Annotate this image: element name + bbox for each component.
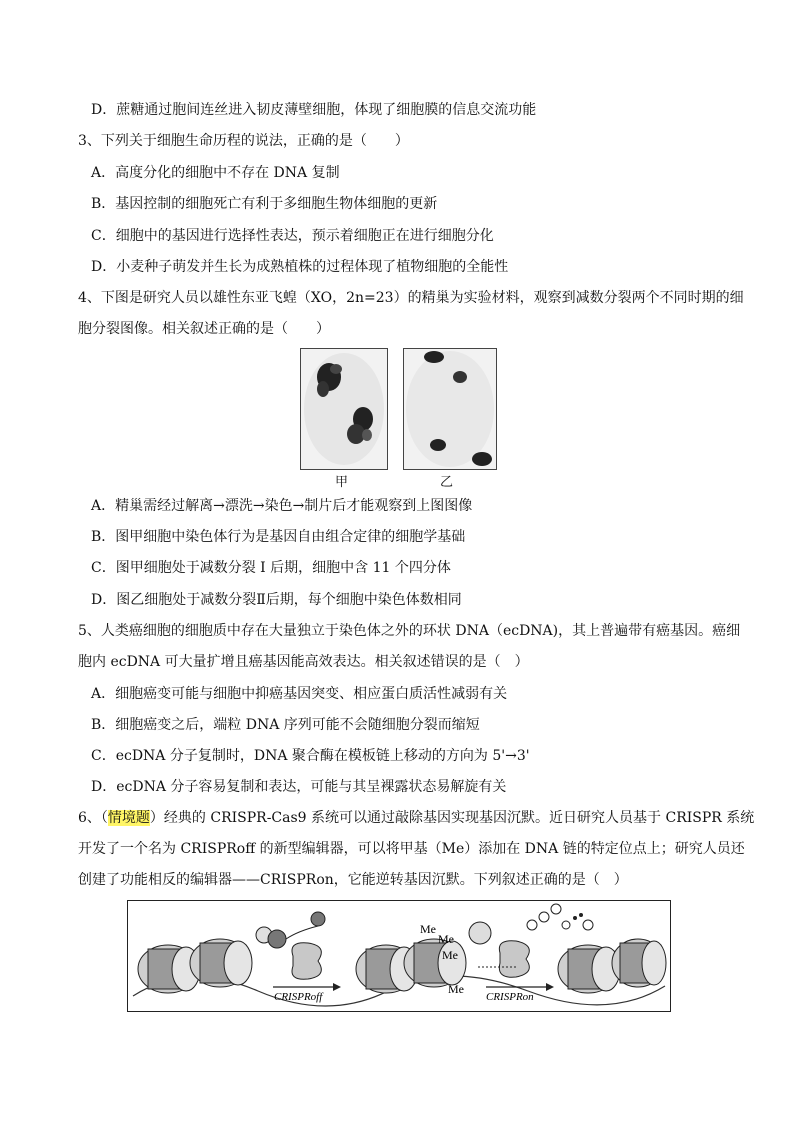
q5-option-d: D．ecDNA 分子容易复制和表达，可能与其呈裸露状态易解旋有关 (91, 779, 507, 795)
q4-stem-line1: 4、下图是研究人员以雄性东亚飞蝗（XO，2n=23）的精巢为实验材料，观察到减数分裂两个不同时期的细 (78, 290, 744, 306)
q5-option-c: C．ecDNA 分子复制时，DNA 聚合酶在模板链上移动的方向为 5'→3' (91, 748, 530, 764)
me-label-1: Me (420, 922, 436, 936)
label-jia: 甲 (335, 475, 349, 490)
q4-option-b: B．图甲细胞中染色体行为是基因自由组合定律的细胞学基础 (91, 529, 466, 545)
q6-stem-line2: 开发了一个名为 CRISPRoff 的新型编辑器，可以将甲基（Me）添加在 DNA 链的特定位点上；研究人员还 (78, 841, 745, 857)
q4-option-d: D．图乙细胞处于减数分裂Ⅱ后期，每个细胞中染色体数相同 (91, 592, 462, 608)
nucleosome-right-1 (558, 945, 620, 993)
q2-option-d: D．蔗糖通过胞间连丝进入韧皮薄壁细胞，体现了细胞膜的信息交流功能 (91, 102, 537, 118)
q3-option-a: A．高度分化的细胞中不存在 DNA 复制 (91, 165, 340, 181)
q6-number: 6、（ (78, 810, 108, 826)
q3-option-c: C．细胞中的基因进行选择性表达，预示着细胞正在进行细胞分化 (91, 228, 494, 244)
q5-option-a: A．细胞癌变可能与细胞中抑癌基因突变、相应蛋白质活性减弱有关 (91, 686, 508, 702)
label-yi: 乙 (440, 475, 454, 490)
q5-stem-line2: 胞内 ecDNA 可大量扩增且癌基因能高效表达。相关叙述错误的是（ ） (78, 654, 529, 670)
q4-option-a: A．精巢需经过解离→漂洗→染色→制片后才能观察到上图图像 (91, 498, 473, 514)
q6-stem-line3: 创建了功能相反的编辑器——CRISPRon，它能逆转基因沉默。下列叙述正确的是（ ） (78, 872, 628, 888)
q5-stem-line1: 5、人类癌细胞的细胞质中存在大量独立于染色体之外的环状 DNA（ecDNA)，其上普遍带有癌基因。癌细 (78, 623, 741, 639)
me-label-2: Me (438, 932, 454, 946)
me-label-4: Me (448, 982, 464, 996)
nucleosome-left-2 (190, 939, 252, 987)
context-question-tag: 情境题 (107, 810, 150, 826)
q4-stem-line2: 胞分裂图像。相关叙述正确的是（ ） (78, 321, 330, 337)
q3-option-b: B．基因控制的细胞死亡有利于多细胞生物体细胞的更新 (91, 196, 438, 212)
me-label-3: Me (442, 948, 458, 962)
q6-stem-line1 (78, 808, 754, 828)
q5-option-b: B．细胞癌变之后，端粒 DNA 序列可能不会随细胞分裂而缩短 (91, 717, 480, 733)
micrograph-yi (403, 348, 497, 470)
nucleosome-middle-2 (404, 939, 466, 987)
q3-stem: 3、下列关于细胞生命历程的说法，正确的是（ ） (78, 133, 409, 149)
q6-stem-rest: ）经典的 CRISPR-Cas9 系统可以通过敲除基因实现基因沉默。近日研究人员基于 CRISPR 系统 (149, 810, 755, 826)
crisproff-label: CRISPRoff (274, 991, 323, 1003)
micrograph-jia (300, 348, 388, 470)
nucleosome-right-2 (612, 939, 666, 987)
crispr-diagram (127, 900, 671, 1012)
q4-option-c: C．图甲细胞处于减数分裂 I 后期，细胞中含 11 个四分体 (91, 560, 451, 576)
q3-option-d: D．小麦种子萌发并生长为成熟植株的过程体现了植物细胞的全能性 (91, 259, 509, 275)
crispron-label: CRISPRon (486, 991, 534, 1003)
